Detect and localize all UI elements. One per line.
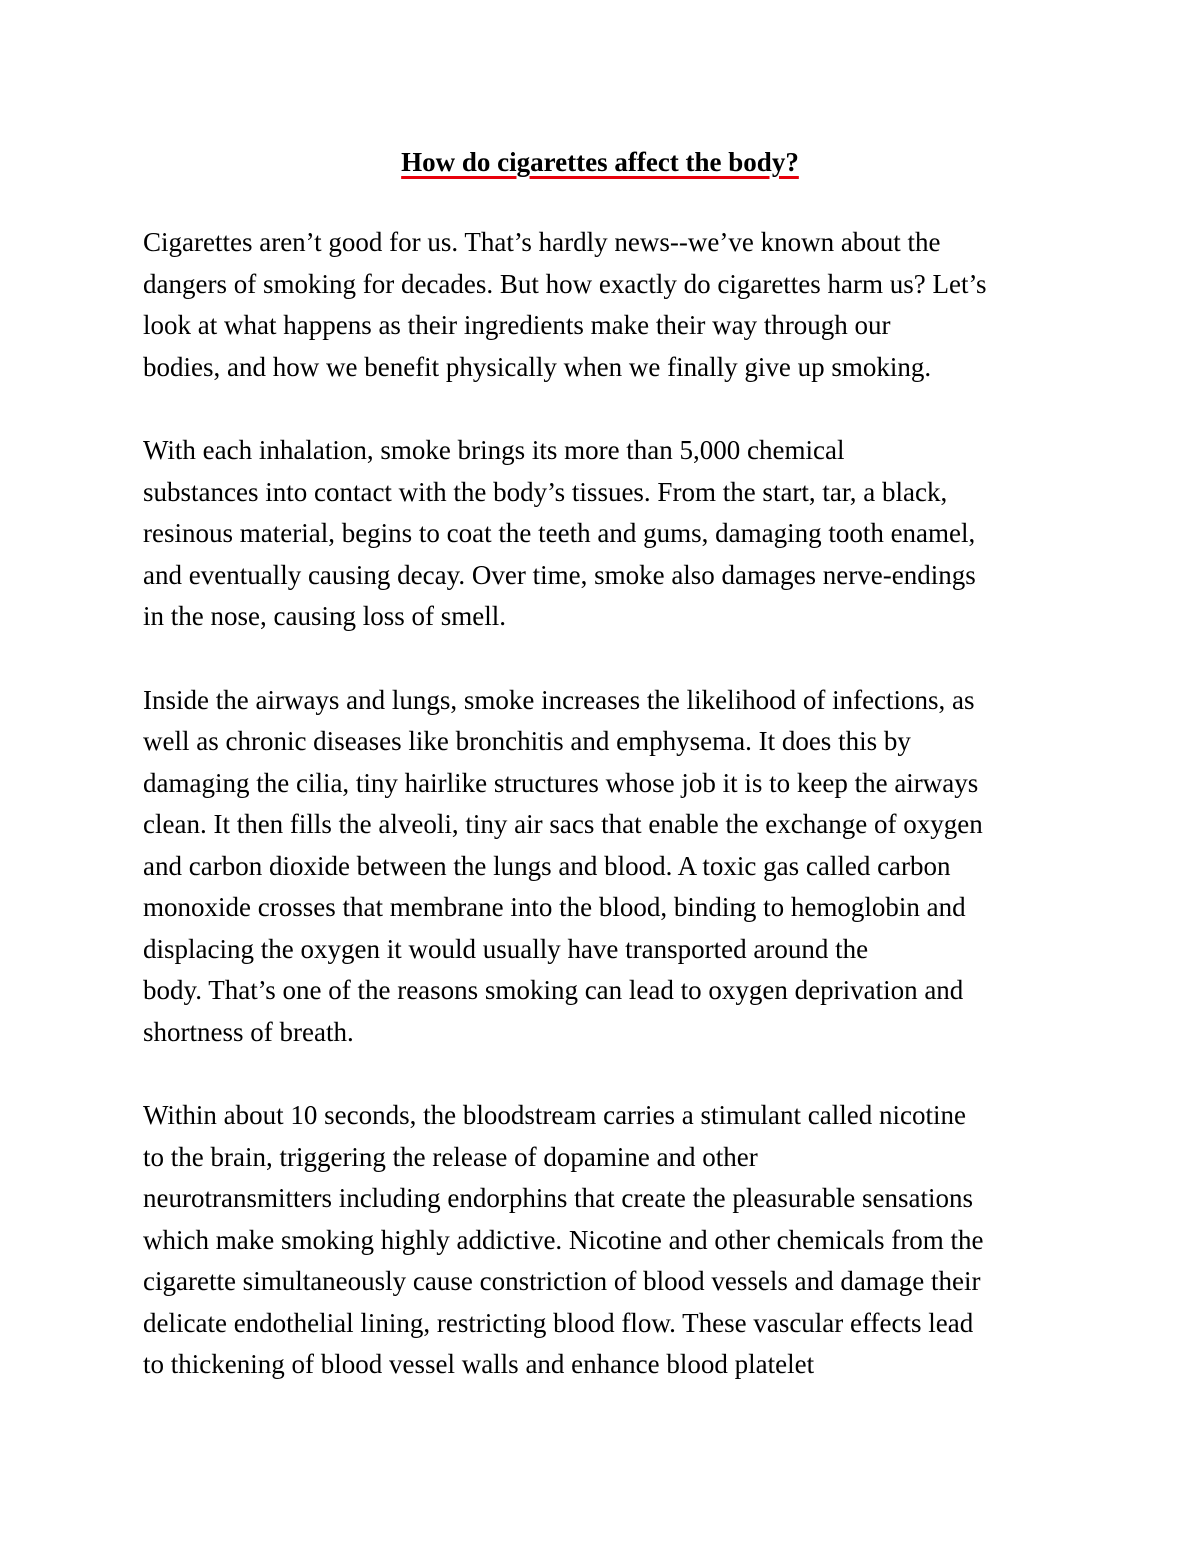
text-line: resinous material, begins to coat the teeth and gums, damaging tooth enamel, <box>143 518 976 548</box>
text-line: neurotransmitters including endorphins that create the pleasurable sensations <box>143 1183 973 1213</box>
text-line: monoxide crosses that membrane into the blood, binding to hemoglobin and <box>143 892 966 922</box>
text-line: to thickening of blood vessel walls and enhance blood platelet <box>143 1349 815 1379</box>
document-title-text: How do cigarettes affect the body? <box>401 147 799 177</box>
text-line: in the nose, causing loss of smell. <box>143 601 506 631</box>
text-line: which make smoking highly addictive. Nicotine and other chemicals from the <box>143 1224 984 1255</box>
text-line: delicate endothelial lining, restricting blood flow. These vascular effects lead <box>143 1307 974 1338</box>
text-line: body. That’s one of the reasons smoking can lead to oxygen deprivation and <box>143 975 964 1005</box>
text-line: and eventually causing decay. Over time, smoke also damages nerve-endings <box>143 559 976 590</box>
document-title <box>0 144 1200 180</box>
text-line: Inside the airways and lungs, smoke increases the likelihood of infections, as <box>143 684 975 715</box>
text-line: substances into contact with the body’s tissues. From the start, tar, a black, <box>143 476 948 507</box>
text-line: displacing the oxygen it would usually have transported around the <box>143 933 869 964</box>
paragraph-3 <box>143 680 1083 1054</box>
paragraph-1 <box>143 222 1083 388</box>
text-line: Cigarettes aren’t good for us. That’s hardly news--we’ve known about the <box>143 227 941 257</box>
text-line: well as chronic diseases like bronchitis and emphysema. It does this by <box>143 726 911 756</box>
paragraph-4 <box>143 1095 1083 1386</box>
text-line: Within about 10 seconds, the bloodstream carries a stimulant called nicotine <box>143 1100 966 1130</box>
text-line: damaging the cilia, tiny hairlike structures whose job it is to keep the airways <box>143 767 979 798</box>
paragraph-2 <box>143 430 1083 638</box>
text-line: look at what happens as their ingredients make their way through our <box>143 310 891 340</box>
text-line: shortness of breath. <box>143 1016 354 1047</box>
text-line: and carbon dioxide between the lungs and blood. A toxic gas called carbon <box>143 850 951 881</box>
text-line: to the brain, triggering the release of dopamine and other <box>143 1141 758 1172</box>
text-line: bodies, and how we benefit physically when we finally give up smoking. <box>143 351 932 382</box>
text-line: cigarette simultaneously cause constriction of blood vessels and damage their <box>143 1266 981 1296</box>
text-line: dangers of smoking for decades. But how exactly do cigarettes harm us? Let’s <box>143 268 987 299</box>
text-line: With each inhalation, smoke brings its more than 5,000 chemical <box>143 435 845 465</box>
document-body <box>143 222 1083 1428</box>
text-line: clean. It then fills the alveoli, tiny air sacs that enable the exchange of oxygen <box>143 809 983 839</box>
